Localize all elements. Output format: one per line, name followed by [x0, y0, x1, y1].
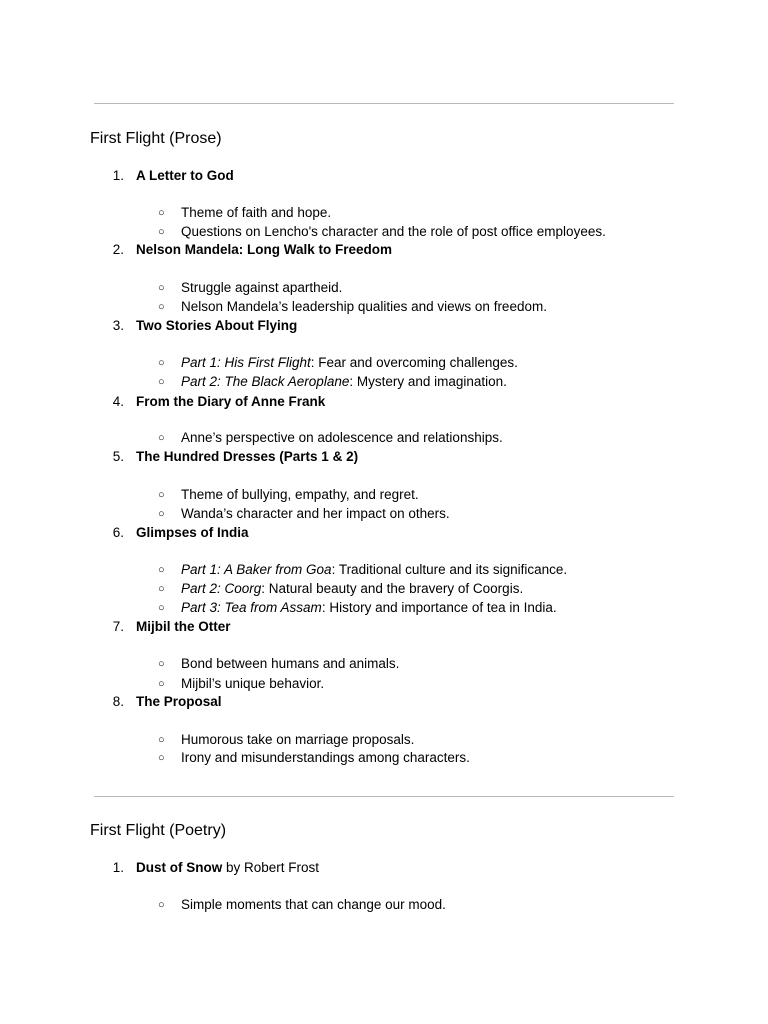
point-text: : Fear and overcoming challenges.	[310, 355, 518, 370]
bullet-icon: ○	[158, 658, 165, 670]
item-number: 3.	[112, 318, 124, 333]
list-item	[158, 731, 414, 749]
list-item	[158, 580, 523, 598]
item-number: 6.	[112, 525, 124, 540]
item-title: A Letter to God	[136, 168, 234, 183]
item-title: Nelson Mandela: Long Walk to Freedom	[136, 242, 393, 257]
item-title: Dust of Snow	[136, 860, 223, 875]
section-divider	[94, 796, 674, 797]
point-emphasis: Part 3: Tea from Assam	[181, 600, 322, 615]
bullet-icon: ○	[158, 508, 165, 520]
point-text: Theme of faith and hope.	[181, 205, 332, 220]
item-number: 1.	[112, 860, 124, 875]
point-text: : Natural beauty and the bravery of Coorgis.	[261, 581, 524, 596]
item-title: Mijbil the Otter	[136, 619, 231, 634]
item-number: 8.	[112, 694, 124, 709]
item-title: Glimpses of India	[136, 525, 249, 540]
point-text: Theme of bullying, empathy, and regret.	[181, 487, 419, 502]
item-title: Two Stories About Flying	[136, 318, 298, 333]
bullet-icon: ○	[158, 899, 165, 911]
bullet-icon: ○	[158, 226, 165, 238]
list-item	[158, 486, 419, 504]
list-item	[158, 204, 331, 222]
item-number: 4.	[112, 394, 124, 409]
bullet-icon: ○	[158, 357, 165, 369]
bullet-icon: ○	[158, 564, 165, 576]
point-text: Anne’s perspective on adolescence and relationships.	[181, 430, 503, 445]
section-heading: First Flight (Prose)	[90, 130, 222, 147]
bullet-icon: ○	[158, 282, 165, 294]
point-text: Struggle against apartheid.	[181, 280, 343, 295]
bullet-icon: ○	[158, 583, 165, 595]
list-item	[158, 675, 324, 693]
point-emphasis: Part 2: The Black Aeroplane	[181, 374, 350, 389]
point-text: : Mystery and imagination.	[349, 374, 507, 389]
bullet-icon: ○	[158, 301, 165, 313]
bullet-icon: ○	[158, 734, 165, 746]
list-item	[158, 279, 342, 297]
point-text: : History and importance of tea in India.	[321, 600, 557, 615]
list-item	[158, 373, 507, 391]
item-title: The Hundred Dresses (Parts 1 & 2)	[136, 449, 359, 464]
bullet-icon: ○	[158, 207, 165, 219]
point-text: Irony and misunderstandings among characters.	[181, 750, 470, 765]
item-number: 1.	[112, 168, 124, 183]
point-text: Mijbil’s unique behavior.	[181, 676, 325, 691]
bullet-icon: ○	[158, 602, 165, 614]
section-heading: First Flight (Poetry)	[90, 822, 227, 839]
point-text: Nelson Mandela’s leadership qualities and views on freedom.	[181, 299, 547, 314]
list-item	[158, 223, 606, 241]
point-emphasis: Part 2: Coorg	[181, 581, 262, 596]
list-item	[158, 298, 547, 316]
point-emphasis: Part 1: A Baker from Goa	[181, 562, 332, 577]
list-item	[158, 599, 557, 617]
item-title: The Proposal	[136, 694, 222, 709]
list-item	[158, 749, 470, 767]
bullet-icon: ○	[158, 489, 165, 501]
bullet-icon: ○	[158, 376, 165, 388]
list-item	[158, 354, 518, 372]
list-item	[158, 429, 503, 447]
list-item	[158, 896, 446, 914]
section-divider	[94, 103, 674, 104]
point-text: Wanda’s character and her impact on others.	[181, 506, 450, 521]
point-text: : Traditional culture and its significance.	[331, 562, 568, 577]
point-text: Humorous take on marriage proposals.	[181, 732, 415, 747]
list-item	[158, 561, 567, 579]
item-title: From the Diary of Anne Frank	[136, 394, 326, 409]
point-text: Bond between humans and animals.	[181, 656, 400, 671]
point-emphasis: Part 1: His First Flight	[181, 355, 311, 370]
item-author: by Robert Frost	[222, 860, 320, 875]
bullet-icon: ○	[158, 752, 165, 764]
point-text: Questions on Lencho's character and the role of post office employees.	[181, 224, 606, 239]
list-item	[158, 655, 399, 673]
item-number: 2.	[112, 242, 124, 257]
item-number: 7.	[112, 619, 124, 634]
bullet-icon: ○	[158, 678, 165, 690]
list-item	[158, 505, 450, 523]
point-text: Simple moments that can change our mood.	[181, 897, 446, 912]
item-number: 5.	[112, 449, 124, 464]
bullet-icon: ○	[158, 432, 165, 444]
item-title-row	[136, 859, 319, 877]
